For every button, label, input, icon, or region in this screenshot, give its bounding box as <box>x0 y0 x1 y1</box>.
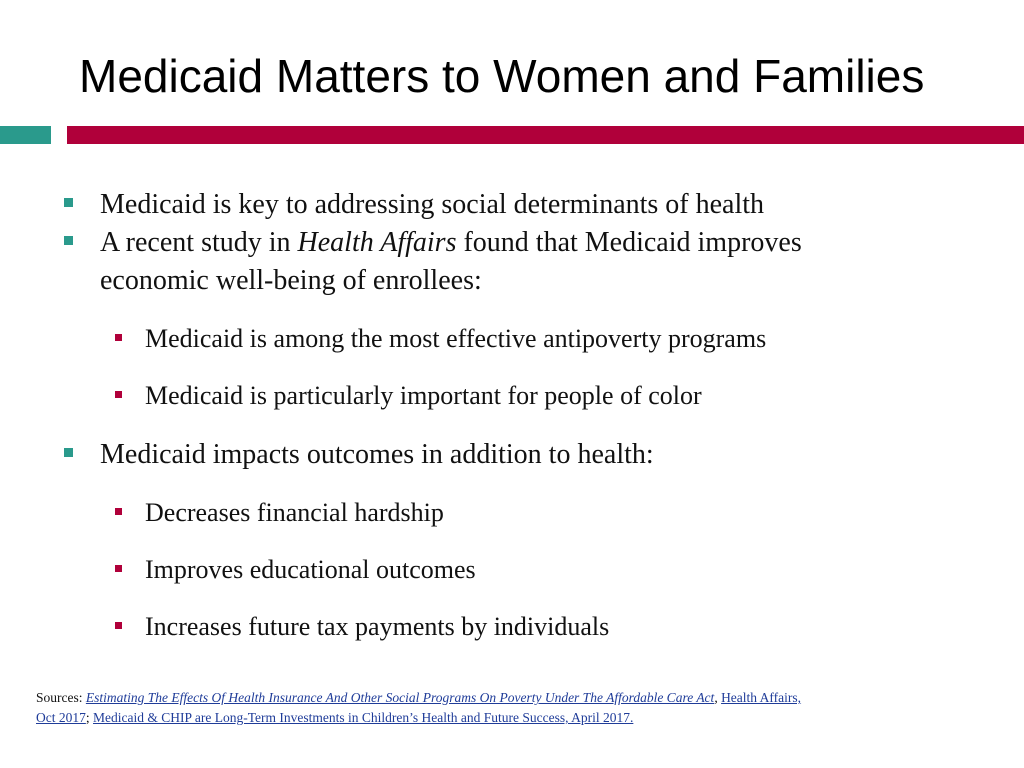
sub-bullet-marker-icon <box>115 334 122 341</box>
bullet-marker-icon <box>64 236 73 245</box>
bullet-2-sub-1: Medicaid is among the most effective antipoverty programs <box>145 324 767 353</box>
source-link-health-affairs[interactable]: Health Affairs, <box>721 690 802 705</box>
bullet-3: Medicaid impacts outcomes in addition to health: <box>100 439 654 470</box>
title-underline-teal <box>0 126 51 144</box>
bullet-marker-icon <box>64 198 73 207</box>
sources-label: Sources: <box>36 690 86 705</box>
bullet-2-prefix: A recent study in <box>100 227 298 258</box>
source-link-separator: , <box>714 690 718 705</box>
source-link-chip-report[interactable]: Medicaid & CHIP are Long-Term Investments in Children’s Health and Future Success, April 2017. <box>93 710 634 725</box>
bullet-3-sub-1: Decreases financial hardship <box>145 498 444 527</box>
bullet-2-sub-2: Medicaid is particularly important for people of color <box>145 381 702 410</box>
sources-separator: ; <box>85 710 94 725</box>
sub-bullet-marker-icon <box>115 391 122 398</box>
bullet-2-line2: economic well-being of enrollees: <box>100 265 482 296</box>
bullet-3-sub-2: Improves educational outcomes <box>145 555 476 584</box>
source-link-poverty-study[interactable]: Estimating The Effects Of Health Insurance And Other Social Programs On Poverty Under The Affordable Care Act <box>85 690 715 705</box>
sub-bullet-marker-icon <box>115 508 122 515</box>
bullet-3-sub-3: Increases future tax payments by individuals <box>145 612 610 641</box>
title-underline-crimson <box>67 126 1024 144</box>
bullet-marker-icon <box>64 448 73 457</box>
bullet-1: Medicaid is key to addressing social determinants of health <box>100 189 765 220</box>
sub-bullet-marker-icon <box>115 622 122 629</box>
sources-footnote <box>36 688 936 728</box>
bullet-2-journal: Health Affairs <box>297 227 457 258</box>
source-link-date[interactable]: Oct 2017 <box>36 710 86 725</box>
slide-title: Medicaid Matters to Women and Families <box>79 50 925 102</box>
bullet-2-suffix: found that Medicaid improves <box>456 227 802 258</box>
sub-bullet-marker-icon <box>115 565 122 572</box>
bullet-2 <box>100 224 802 262</box>
